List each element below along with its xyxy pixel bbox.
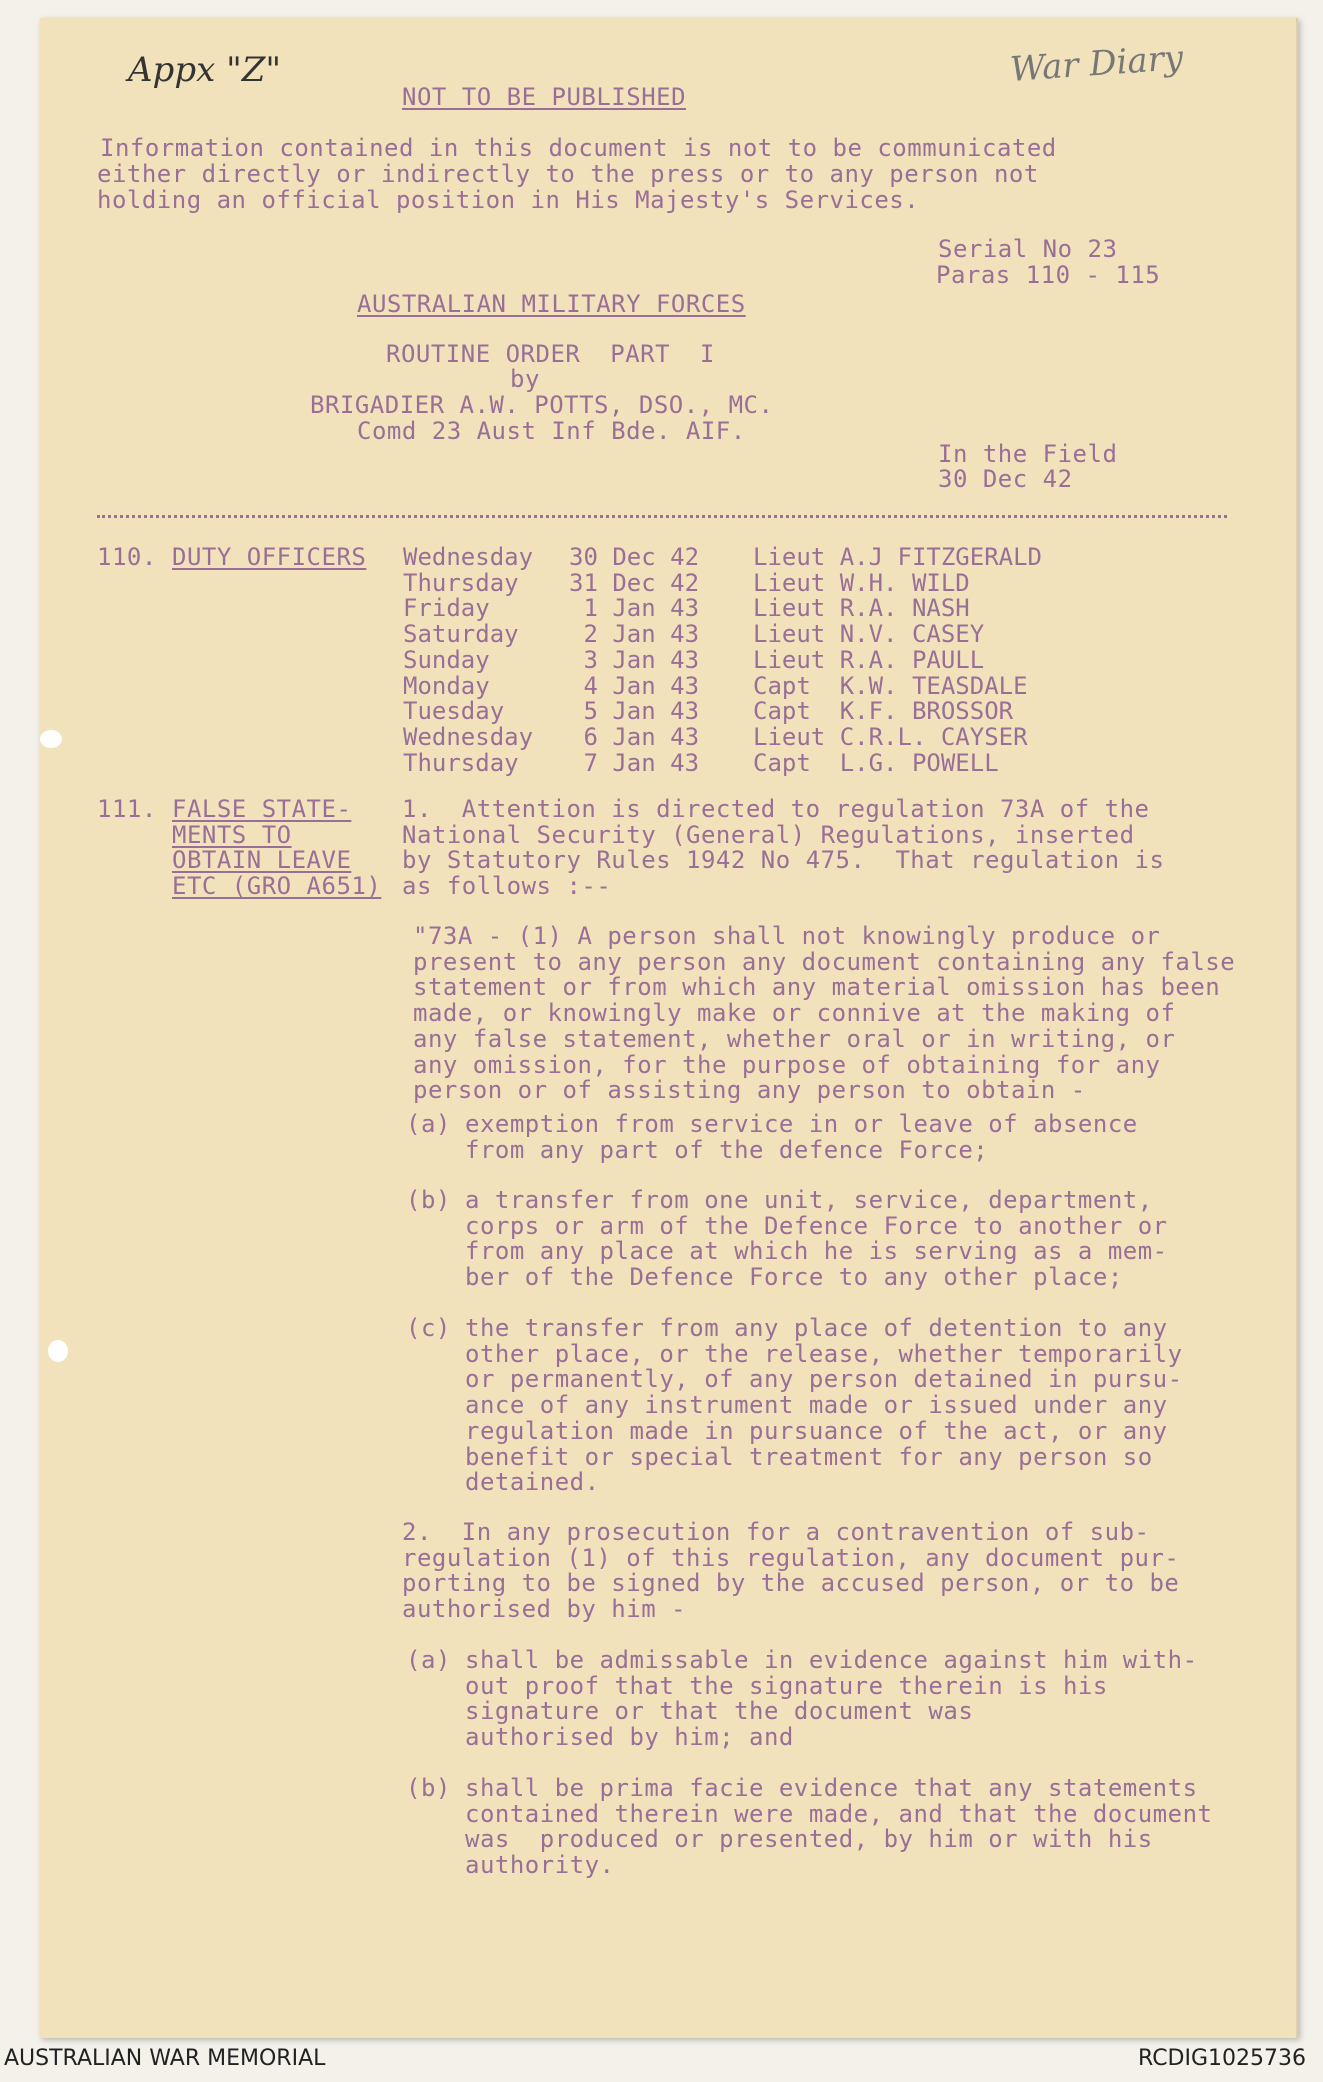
para-111-heading-line: OBTAIN LEAVE — [172, 846, 352, 875]
para-111-number: 111. — [97, 795, 157, 823]
duty-day: Wednesday — [403, 543, 534, 571]
duty-officer: Lieut C.R.L. CAYSER — [753, 722, 1028, 751]
order-by: by — [510, 365, 540, 393]
para-2-line: regulation (1) of this regulation, any document pur- — [402, 1543, 1180, 1572]
regulation-quote-line: made, or knowingly make or connive at the making of — [413, 999, 1176, 1028]
duty-officer: Capt K.F. BROSSOR — [753, 697, 1014, 726]
binding-hole — [40, 730, 62, 748]
duty-day: Friday — [403, 594, 490, 623]
commander-name: BRIGADIER A.W. POTTS, DSO., MC. — [310, 391, 774, 419]
regulation-quote-line: "73A - (1) A person shall not knowingly produce or — [413, 922, 1161, 950]
order-date: 30 Dec 42 — [938, 465, 1073, 493]
para-110-heading: DUTY OFFICERS — [172, 543, 367, 571]
regulation-quote-line: person or of assisting any person to obtain - — [413, 1076, 1086, 1105]
duty-officer: Lieut R.A. PAULL — [753, 645, 985, 674]
item-line: corps or arm of the Defence Force to another or — [465, 1211, 1168, 1240]
duty-officer: Capt K.W. TEASDALE — [753, 671, 1028, 700]
command-unit: Comd 23 Aust Inf Bde. AIF. — [357, 417, 746, 445]
para-2-line: authorised by him - — [402, 1595, 687, 1624]
duty-officer: Lieut A.J FITZGERALD — [753, 543, 1042, 571]
item-line: detained. — [465, 1468, 600, 1497]
paragraph-range: Paras 110 - 115 — [936, 261, 1161, 289]
war-diary-annotation: War Diary — [1008, 38, 1185, 90]
regulation-quote-line: any omission, for the purpose of obtaining for any — [413, 1050, 1161, 1079]
item-line: ance of any instrument made or issued under any — [465, 1391, 1168, 1420]
duty-date: 5 Jan 43 — [569, 697, 700, 726]
duty-day: Sunday — [403, 645, 490, 674]
duty-day: Tuesday — [403, 697, 505, 726]
intro-line: by Statutory Rules 1942 No 475. That regulation is — [402, 846, 1165, 875]
order-title: ROUTINE ORDER PART I — [386, 340, 715, 368]
appendix-annotation: Appx "Z" — [128, 50, 281, 90]
intro-line: 1. Attention is directed to regulation 73A of the — [402, 795, 1150, 823]
duty-date: 6 Jan 43 — [569, 722, 700, 751]
duty-officer: Lieut N.V. CASEY — [753, 620, 985, 649]
duty-day: Saturday — [403, 620, 519, 649]
restriction-title: NOT TO BE PUBLISHED — [402, 83, 687, 111]
item-line: other place, or the release, whether temporarily — [465, 1339, 1183, 1368]
duty-date: 31 Dec 42 — [569, 568, 700, 597]
duty-date: 4 Jan 43 — [569, 671, 700, 700]
duty-officer: Capt L.G. POWELL — [753, 748, 999, 777]
item-line: a transfer from one unit, service, department, — [465, 1186, 1153, 1214]
item-line: exemption from service in or leave of absence — [465, 1110, 1138, 1138]
item-label: (a) — [406, 1646, 451, 1674]
item-label: (c) — [406, 1314, 451, 1342]
item-line: was produced or presented, by him or with his — [465, 1825, 1153, 1854]
item-line: ber of the Defence Force to any other place; — [465, 1263, 1123, 1292]
force-title: AUSTRALIAN MILITARY FORCES — [357, 290, 746, 318]
item-line: from any place at which he is serving as a mem- — [465, 1237, 1168, 1266]
item-line: benefit or special treatment for any person so — [465, 1442, 1153, 1471]
para-111-heading-line: ETC (GRO A651) — [172, 872, 382, 901]
intro-line: National Security (General) Regulations, inserted — [402, 820, 1135, 849]
duty-officer: Lieut R.A. NASH — [753, 594, 970, 623]
item-line: authorised by him; and — [465, 1723, 794, 1752]
para-111-heading-line: MENTS TO — [172, 820, 292, 849]
duty-day: Monday — [403, 671, 490, 700]
regulation-quote-line: present to any person any document containing any false — [413, 947, 1236, 976]
duty-date: 30 Dec 42 — [569, 543, 700, 571]
item-line: contained therein were made, and that the document — [465, 1799, 1213, 1828]
binding-hole — [48, 1340, 68, 1362]
footer-record-id: RCDIG1025736 — [1138, 2046, 1307, 2071]
restriction-line-3: holding an official position in His Majesty's Services. — [97, 186, 920, 214]
item-line: shall be admissable in evidence against him with- — [465, 1646, 1198, 1674]
item-label: (b) — [406, 1774, 451, 1802]
location: In the Field — [938, 440, 1118, 468]
item-line: or permanently, of any person detained in pursu- — [465, 1365, 1183, 1394]
serial-number: Serial No 23 — [938, 235, 1118, 263]
footer-archive: AUSTRALIAN WAR MEMORIAL — [4, 2046, 326, 2071]
para-2-line: 2. In any prosecution for a contravention of sub- — [402, 1518, 1150, 1546]
item-line: authority. — [465, 1851, 615, 1880]
item-label: (b) — [406, 1186, 451, 1214]
regulation-quote-line: any false statement, whether oral or in writing, or — [413, 1024, 1176, 1053]
intro-line: as follows :-- — [402, 872, 612, 901]
restriction-line-1: Information contained in this document is not to be communicated — [100, 134, 1057, 162]
duty-day: Thursday — [403, 748, 519, 777]
duty-date: 3 Jan 43 — [569, 645, 700, 674]
item-line: from any part of the defence Force; — [465, 1135, 989, 1164]
duty-day: Thursday — [403, 568, 519, 597]
item-line: the transfer from any place of detention to any — [465, 1314, 1168, 1342]
restriction-line-2: either directly or indirectly to the press or to any person not — [97, 160, 1039, 188]
duty-officer: Lieut W.H. WILD — [753, 568, 970, 597]
item-line: out proof that the signature therein is his — [465, 1671, 1108, 1700]
item-label: (a) — [406, 1110, 451, 1138]
item-line: shall be prima facie evidence that any statements — [465, 1774, 1198, 1802]
duty-date: 7 Jan 43 — [569, 748, 700, 777]
para-2-line: porting to be signed by the accused person, or to be — [402, 1569, 1180, 1598]
item-line: signature or that the document was — [465, 1697, 974, 1726]
duty-date: 2 Jan 43 — [569, 620, 700, 649]
section-divider — [97, 515, 1227, 518]
item-line: regulation made in pursuance of the act, or any — [465, 1416, 1168, 1445]
para-110-number: 110. — [97, 543, 157, 571]
duty-day: Wednesday — [403, 722, 534, 751]
para-111-heading-line: FALSE STATE- — [172, 795, 352, 823]
regulation-quote-line: statement or from which any material omission has been — [413, 973, 1221, 1002]
duty-date: 1 Jan 43 — [569, 594, 700, 623]
